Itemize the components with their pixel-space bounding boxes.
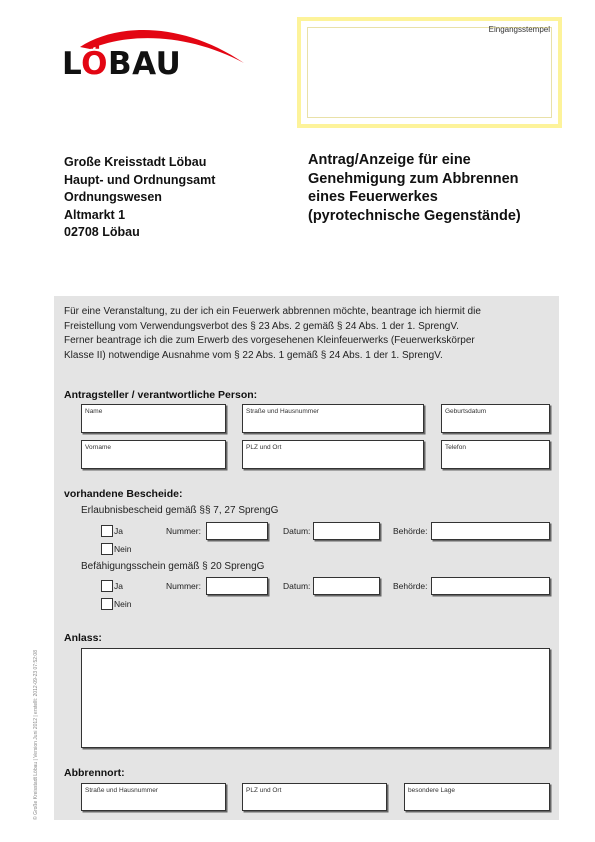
location-special-field[interactable]: besondere Lage	[404, 783, 550, 811]
certificate-yes-label: Ja	[114, 581, 123, 591]
certificate-authority-input[interactable]	[431, 577, 550, 595]
certificate-yes-checkbox[interactable]	[101, 580, 113, 592]
permit-yes-checkbox[interactable]	[101, 525, 113, 537]
permit-date-label: Datum:	[283, 526, 311, 536]
city-logo	[62, 27, 247, 85]
notices-heading: vorhandene Bescheide:	[64, 488, 183, 500]
certificate-number-input[interactable]	[206, 577, 268, 595]
logo-wordmark: LÖBAU	[62, 46, 182, 82]
address-line: Große Kreisstadt Löbau	[64, 155, 207, 169]
permit-number-label: Nummer:	[166, 526, 201, 536]
intro-text: Für eine Veranstaltung, zu der ich ein Feuerwerk abbrennen möchte, beantrage ich hiermit die Freistellung vom Verwendungsverbot des § 23 Abs. 2 gemäß § 24 Abs. 1 der 1. SprengV. Ferner beantrage ich die zum Erwerb des vorgesehenen Kleinfeuerwerks (Feuerwerkskörper Klasse II) notwendige Ausnahme vom § 22 Abs. 1 gemäß § 24 Abs. 1 der 1. SprengV.	[64, 306, 481, 361]
receipt-stamp-box	[297, 17, 562, 128]
certificate-authority-label: Behörde:	[393, 581, 428, 591]
recipient-address	[64, 154, 215, 242]
permit-no-label: Nein	[114, 544, 132, 554]
applicant-heading: Antragsteller / verantwortliche Person:	[64, 389, 258, 401]
occasion-heading: Anlass:	[64, 632, 102, 644]
certificate-date-input[interactable]	[313, 577, 380, 595]
permit-label: Erlaubnisbescheid gemäß §§ 7, 27 SprengG	[81, 505, 279, 516]
occasion-textarea[interactable]	[81, 648, 550, 748]
stamp-label: Eingangsstempel	[488, 25, 550, 34]
certificate-no-label: Nein	[114, 599, 132, 609]
permit-authority-label: Behörde:	[393, 526, 428, 536]
permit-no-checkbox[interactable]	[101, 543, 113, 555]
certificate-no-checkbox[interactable]	[101, 598, 113, 610]
phone-field[interactable]: Telefon	[441, 440, 550, 469]
street-field[interactable]: Straße und Hausnummer	[242, 404, 424, 433]
zip-city-field[interactable]: PLZ und Ort	[242, 440, 424, 469]
firstname-field[interactable]: Vorname	[81, 440, 226, 469]
address-line: Altmarkt 1	[64, 207, 126, 222]
location-heading: Abbrennort:	[64, 767, 125, 779]
location-street-field[interactable]: Straße und Hausnummer	[81, 783, 226, 811]
version-note: © Große Kreisstadt Löbau | Version Juni 2012 | erstellt: 2012-09-23 07:52:08	[33, 650, 39, 820]
permit-yes-label: Ja	[114, 526, 123, 536]
permit-date-input[interactable]	[313, 522, 380, 540]
certificate-number-label: Nummer:	[166, 581, 201, 591]
address-line: Haupt- und Ordnungsamt	[64, 172, 216, 187]
name-field[interactable]: Name	[81, 404, 226, 433]
address-line: Ordnungswesen	[64, 190, 162, 204]
permit-authority-input[interactable]	[431, 522, 550, 540]
birthdate-field[interactable]: Geburtsdatum	[441, 404, 550, 433]
certificate-date-label: Datum:	[283, 581, 311, 591]
certificate-label: Befähigungsschein gemäß § 20 SprengG	[81, 561, 265, 572]
location-zip-city-field[interactable]: PLZ und Ort	[242, 783, 387, 811]
permit-number-input[interactable]	[206, 522, 268, 540]
address-line: 02708 Löbau	[64, 225, 140, 239]
form-title: Antrag/Anzeige für eine Genehmigung zum Abbrennen eines Feuerwerkes (pyrotechnische Gegenstände)	[308, 152, 521, 224]
